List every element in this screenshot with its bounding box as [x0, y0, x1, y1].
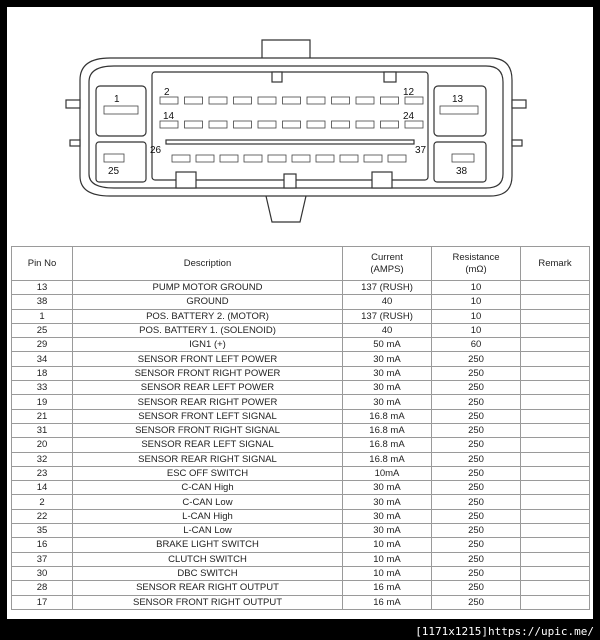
cell-current: 40 [343, 323, 432, 337]
cell-description: SENSOR FRONT RIGHT OUTPUT [73, 595, 343, 609]
pin-label-26: 26 [150, 145, 162, 156]
pin-terminal [209, 97, 227, 104]
cell-description: POS. BATTERY 2. (MOTOR) [73, 309, 343, 323]
cell-resistance: 10 [432, 281, 521, 295]
cell-description: L-CAN High [73, 509, 343, 523]
pin-terminal [268, 155, 286, 162]
cell-description: L-CAN Low [73, 524, 343, 538]
cell-remark [521, 509, 590, 523]
cell-remark [521, 338, 590, 352]
lower-clip-center [284, 174, 296, 188]
table-row [12, 281, 590, 295]
connector-bottom-latch [266, 196, 306, 222]
pin-terminal [283, 97, 301, 104]
pin-terminal [381, 97, 399, 104]
power-terminal-25 [104, 154, 124, 162]
pin-terminal [307, 121, 325, 128]
cell-resistance: 250 [432, 566, 521, 580]
table-body [12, 281, 590, 610]
cell-pin-no: 37 [12, 552, 73, 566]
cell-remark [521, 538, 590, 552]
pin-terminal [332, 121, 350, 128]
cell-remark [521, 395, 590, 409]
table-row [12, 566, 590, 580]
cell-current: 30 mA [343, 352, 432, 366]
cell-resistance: 250 [432, 438, 521, 452]
cell-resistance: 250 [432, 423, 521, 437]
cell-remark [521, 452, 590, 466]
pin-terminal [196, 155, 214, 162]
pin-terminal [185, 121, 203, 128]
pin-terminal [258, 121, 276, 128]
cell-resistance: 250 [432, 352, 521, 366]
cell-remark [521, 309, 590, 323]
table-row [12, 295, 590, 309]
cell-remark [521, 323, 590, 337]
connector-left-ear-lower [70, 140, 80, 146]
cell-remark [521, 295, 590, 309]
cell-description: SENSOR FRONT LEFT SIGNAL [73, 409, 343, 423]
pin-label-1: 1 [114, 94, 120, 105]
cell-description: ESC OFF SWITCH [73, 466, 343, 480]
table-row [12, 552, 590, 566]
cell-resistance: 10 [432, 309, 521, 323]
cell-remark [521, 352, 590, 366]
pin-terminal [316, 155, 334, 162]
cell-resistance: 250 [432, 538, 521, 552]
cell-current: 16.8 mA [343, 409, 432, 423]
table-row [12, 309, 590, 323]
cell-current: 30 mA [343, 366, 432, 380]
table-row [12, 409, 590, 423]
cell-remark [521, 552, 590, 566]
cell-description: POS. BATTERY 1. (SOLENOID) [73, 323, 343, 337]
cell-pin-no: 19 [12, 395, 73, 409]
cell-description: IGN1 (+) [73, 338, 343, 352]
cell-current: 50 mA [343, 338, 432, 352]
table-row [12, 452, 590, 466]
cell-remark [521, 366, 590, 380]
table-row [12, 466, 590, 480]
cell-description: SENSOR REAR LEFT SIGNAL [73, 438, 343, 452]
cell-description: SENSOR REAR RIGHT POWER [73, 395, 343, 409]
cell-current: 40 [343, 295, 432, 309]
cell-pin-no: 30 [12, 566, 73, 580]
cell-current: 16.8 mA [343, 438, 432, 452]
table-row [12, 481, 590, 495]
cell-resistance: 250 [432, 395, 521, 409]
cell-description: C-CAN High [73, 481, 343, 495]
pin-terminal [388, 155, 406, 162]
cell-remark [521, 495, 590, 509]
table-row [12, 495, 590, 509]
cell-resistance: 250 [432, 452, 521, 466]
cell-remark [521, 524, 590, 538]
cell-current: 16 mA [343, 595, 432, 609]
cell-pin-no: 20 [12, 438, 73, 452]
pin-terminal [381, 121, 399, 128]
cell-description: BRAKE LIGHT SWITCH [73, 538, 343, 552]
upper-clip-right [384, 72, 396, 82]
pin-label-13: 13 [452, 94, 464, 105]
cell-current: 10 mA [343, 538, 432, 552]
pin-terminal [356, 121, 374, 128]
cell-current: 30 mA [343, 395, 432, 409]
cell-description: SENSOR FRONT RIGHT SIGNAL [73, 423, 343, 437]
cell-remark [521, 581, 590, 595]
pin-terminal [220, 155, 238, 162]
pin-terminal [160, 97, 178, 104]
cell-remark [521, 409, 590, 423]
cell-resistance: 10 [432, 323, 521, 337]
pin-spec-table [11, 246, 590, 610]
cell-current: 30 mA [343, 509, 432, 523]
cell-pin-no: 18 [12, 366, 73, 380]
cell-description: SENSOR REAR RIGHT SIGNAL [73, 452, 343, 466]
cell-current: 16.8 mA [343, 423, 432, 437]
cell-description: SENSOR FRONT RIGHT POWER [73, 366, 343, 380]
pin-terminal [364, 155, 382, 162]
header-remark: Remark [521, 247, 590, 281]
table-row [12, 538, 590, 552]
cell-resistance: 10 [432, 295, 521, 309]
cell-pin-no: 32 [12, 452, 73, 466]
header-resistance [432, 247, 521, 281]
cell-resistance: 250 [432, 366, 521, 380]
table-row [12, 395, 590, 409]
table-row [12, 524, 590, 538]
pin-separator-bar [166, 140, 414, 144]
cell-resistance: 250 [432, 409, 521, 423]
header-resistance-line2: (mΩ) [465, 263, 487, 275]
table-row [12, 338, 590, 352]
cell-current: 10 mA [343, 566, 432, 580]
cell-pin-no: 1 [12, 309, 73, 323]
cell-pin-no: 22 [12, 509, 73, 523]
pin-terminal [209, 121, 227, 128]
cell-current: 30 mA [343, 524, 432, 538]
pin-terminal [258, 97, 276, 104]
cell-pin-no: 25 [12, 323, 73, 337]
cell-current: 137 (RUSH) [343, 309, 432, 323]
table-row [12, 509, 590, 523]
image-size-caption: [1171x1215]https://upic.me/ [415, 625, 594, 638]
pin-row-2 [160, 121, 423, 128]
pin-terminal [185, 97, 203, 104]
upper-clip-center [272, 72, 282, 82]
pin-terminal [405, 97, 423, 104]
cell-remark [521, 566, 590, 580]
cell-current: 16.8 mA [343, 452, 432, 466]
header-resistance-line1: Resistance [452, 251, 500, 263]
connector-diagram [0, 0, 600, 245]
cell-pin-no: 23 [12, 466, 73, 480]
cell-resistance: 250 [432, 381, 521, 395]
cell-description: SENSOR REAR LEFT POWER [73, 381, 343, 395]
cell-remark [521, 438, 590, 452]
cell-pin-no: 33 [12, 381, 73, 395]
pin-label-37: 37 [415, 145, 427, 156]
cell-pin-no: 16 [12, 538, 73, 552]
pin-label-24: 24 [403, 111, 415, 122]
pin-terminal [405, 121, 423, 128]
cell-current: 30 mA [343, 495, 432, 509]
power-terminal-13 [440, 106, 478, 114]
table-row [12, 423, 590, 437]
cell-remark [521, 595, 590, 609]
table-row [12, 323, 590, 337]
cell-description: C-CAN Low [73, 495, 343, 509]
pin-terminal [332, 97, 350, 104]
pin-terminal [340, 155, 358, 162]
table-row [12, 366, 590, 380]
header-pin-no: Pin No [12, 247, 73, 281]
pin-label-38: 38 [456, 166, 468, 177]
connector-right-ear-lower [512, 140, 522, 146]
cell-description: GROUND [73, 295, 343, 309]
header-current-line1: Current [371, 251, 403, 263]
cell-current: 137 (RUSH) [343, 281, 432, 295]
cell-description: DBC SWITCH [73, 566, 343, 580]
pin-terminal [283, 121, 301, 128]
table-row [12, 352, 590, 366]
header-description: Description [73, 247, 343, 281]
pin-terminal [160, 121, 178, 128]
pin-terminal [307, 97, 325, 104]
cell-pin-no: 2 [12, 495, 73, 509]
cell-current: 10 mA [343, 552, 432, 566]
cell-resistance: 250 [432, 552, 521, 566]
cell-description: CLUTCH SWITCH [73, 552, 343, 566]
pin-row-1 [160, 97, 423, 104]
power-terminal-38 [452, 154, 474, 162]
cell-pin-no: 13 [12, 281, 73, 295]
cell-description: PUMP MOTOR GROUND [73, 281, 343, 295]
pin-label-25: 25 [108, 166, 120, 177]
cell-remark [521, 423, 590, 437]
cell-pin-no: 29 [12, 338, 73, 352]
cell-resistance: 60 [432, 338, 521, 352]
cell-resistance: 250 [432, 481, 521, 495]
cell-current: 30 mA [343, 481, 432, 495]
header-current-line2: (AMPS) [370, 263, 404, 275]
cell-current: 30 mA [343, 381, 432, 395]
cell-pin-no: 21 [12, 409, 73, 423]
cell-resistance: 250 [432, 581, 521, 595]
table-row [12, 381, 590, 395]
cell-pin-no: 35 [12, 524, 73, 538]
cell-pin-no: 28 [12, 581, 73, 595]
pin-terminal [234, 121, 252, 128]
cell-resistance: 250 [432, 524, 521, 538]
cell-resistance: 250 [432, 466, 521, 480]
pin-label-2: 2 [164, 87, 170, 98]
pin-terminal [234, 97, 252, 104]
connector-right-ear [512, 100, 526, 108]
cell-remark [521, 481, 590, 495]
cell-pin-no: 14 [12, 481, 73, 495]
table-row [12, 581, 590, 595]
cell-pin-no: 38 [12, 295, 73, 309]
header-current [343, 247, 432, 281]
connector-left-ear [66, 100, 80, 108]
cell-remark [521, 466, 590, 480]
pin-terminal [292, 155, 310, 162]
pin-label-12: 12 [403, 87, 415, 98]
pin-terminal [244, 155, 262, 162]
cell-resistance: 250 [432, 495, 521, 509]
cell-pin-no: 34 [12, 352, 73, 366]
cell-current: 16 mA [343, 581, 432, 595]
pin-label-14: 14 [163, 111, 175, 122]
table-header-row [12, 247, 590, 281]
cell-description: SENSOR FRONT LEFT POWER [73, 352, 343, 366]
pin-terminal [172, 155, 190, 162]
cell-remark [521, 281, 590, 295]
cell-current: 10mA [343, 466, 432, 480]
cell-pin-no: 17 [12, 595, 73, 609]
cell-resistance: 250 [432, 595, 521, 609]
power-terminal-1 [104, 106, 138, 114]
pin-terminal [356, 97, 374, 104]
cell-pin-no: 31 [12, 423, 73, 437]
table-row [12, 438, 590, 452]
cell-remark [521, 381, 590, 395]
lower-clip-left [176, 172, 196, 188]
cell-resistance: 250 [432, 509, 521, 523]
lower-clip-right [372, 172, 392, 188]
table-row [12, 595, 590, 609]
cell-description: SENSOR REAR RIGHT OUTPUT [73, 581, 343, 595]
